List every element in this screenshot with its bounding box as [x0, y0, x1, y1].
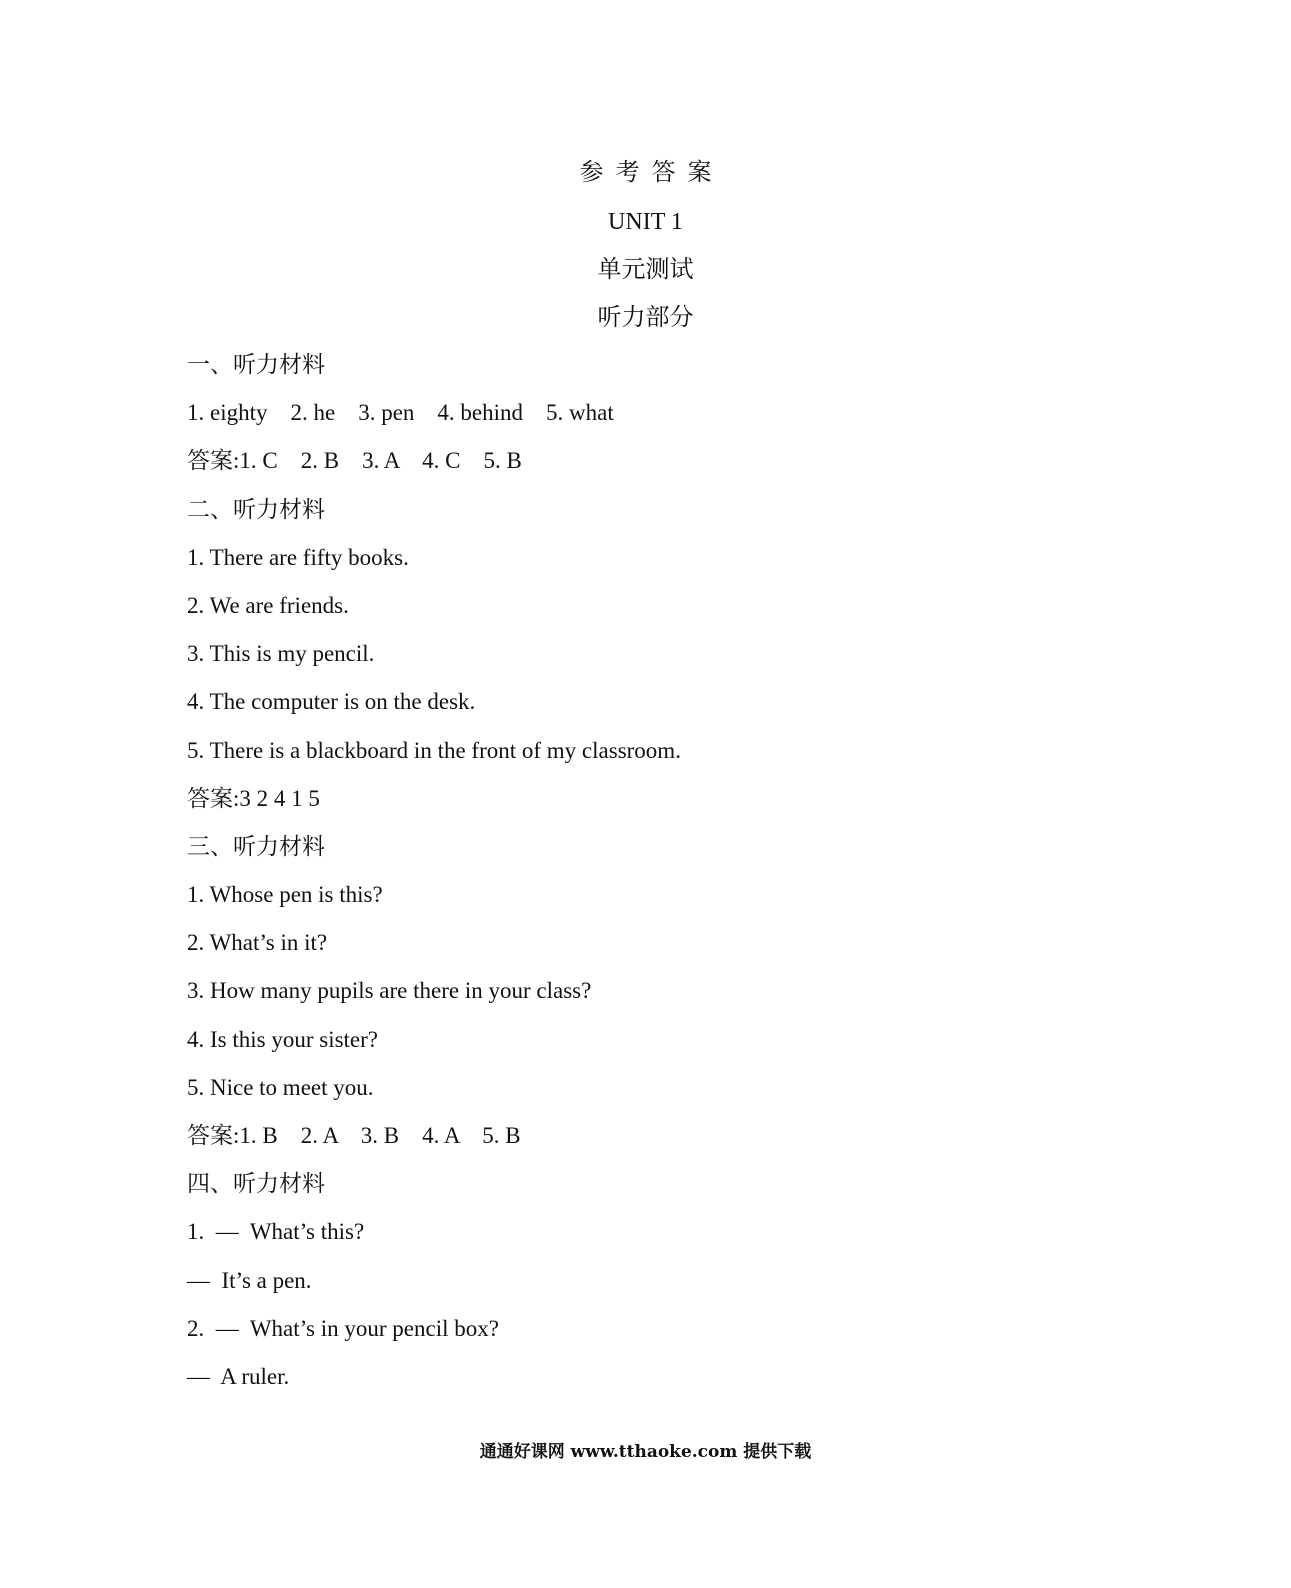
answer-content	[187, 350, 1187, 1410]
part-3-heading: 三、听力材料	[187, 833, 325, 859]
part-2-heading: 二、听力材料	[187, 496, 325, 522]
part-4-heading: 四、听力材料	[187, 1171, 325, 1197]
part-1-heading: 一、听力材料	[187, 352, 325, 377]
page-title: 参考答案	[579, 160, 724, 186]
part-2-item: 5. There is a blackboard in the front of my classroom.	[187, 737, 681, 763]
part-3-item: 2. What’s in it?	[187, 930, 328, 956]
footer-source: 通通好课网 www.tthaoke.com 提供下载	[479, 1442, 812, 1462]
part-3-item: 1. Whose pen is this?	[187, 882, 383, 908]
part-4-dialogue-line: 1. — What’s this?	[187, 1219, 365, 1245]
section-heading: 听力部分	[597, 305, 694, 331]
part-2-item: 3. This is my pencil.	[187, 641, 375, 667]
part-2-item: 2. We are friends.	[187, 592, 349, 618]
part-3-answers: 答案:1. B 2. A 3. B 4. A 5. B	[187, 1123, 521, 1148]
test-subtitle: 单元测试	[597, 257, 694, 283]
part-3-item: 5. Nice to meet you.	[187, 1074, 374, 1100]
unit-heading: UNIT 1	[608, 209, 683, 235]
part-2-item: 4. The computer is on the desk.	[187, 689, 476, 715]
part-3-item: 4. Is this your sister?	[187, 1026, 379, 1052]
part-4-dialogue-line: 2. — What’s in your pencil box?	[187, 1315, 499, 1341]
part-3-item: 3. How many pupils are there in your class?	[187, 978, 592, 1004]
part-1-answers: 答案:1. C 2. B 3. A 4. C 5. B	[187, 448, 522, 474]
part-2-item: 1. There are fifty books.	[187, 544, 409, 570]
part-2-answers: 答案:3 2 4 1 5	[187, 785, 320, 811]
part-4-dialogue-line: — It’s a pen.	[187, 1267, 312, 1293]
part-4-dialogue-line: — A ruler.	[187, 1363, 290, 1389]
part-1-material: 1. eighty 2. he 3. pen 4. behind 5. what	[187, 400, 614, 426]
